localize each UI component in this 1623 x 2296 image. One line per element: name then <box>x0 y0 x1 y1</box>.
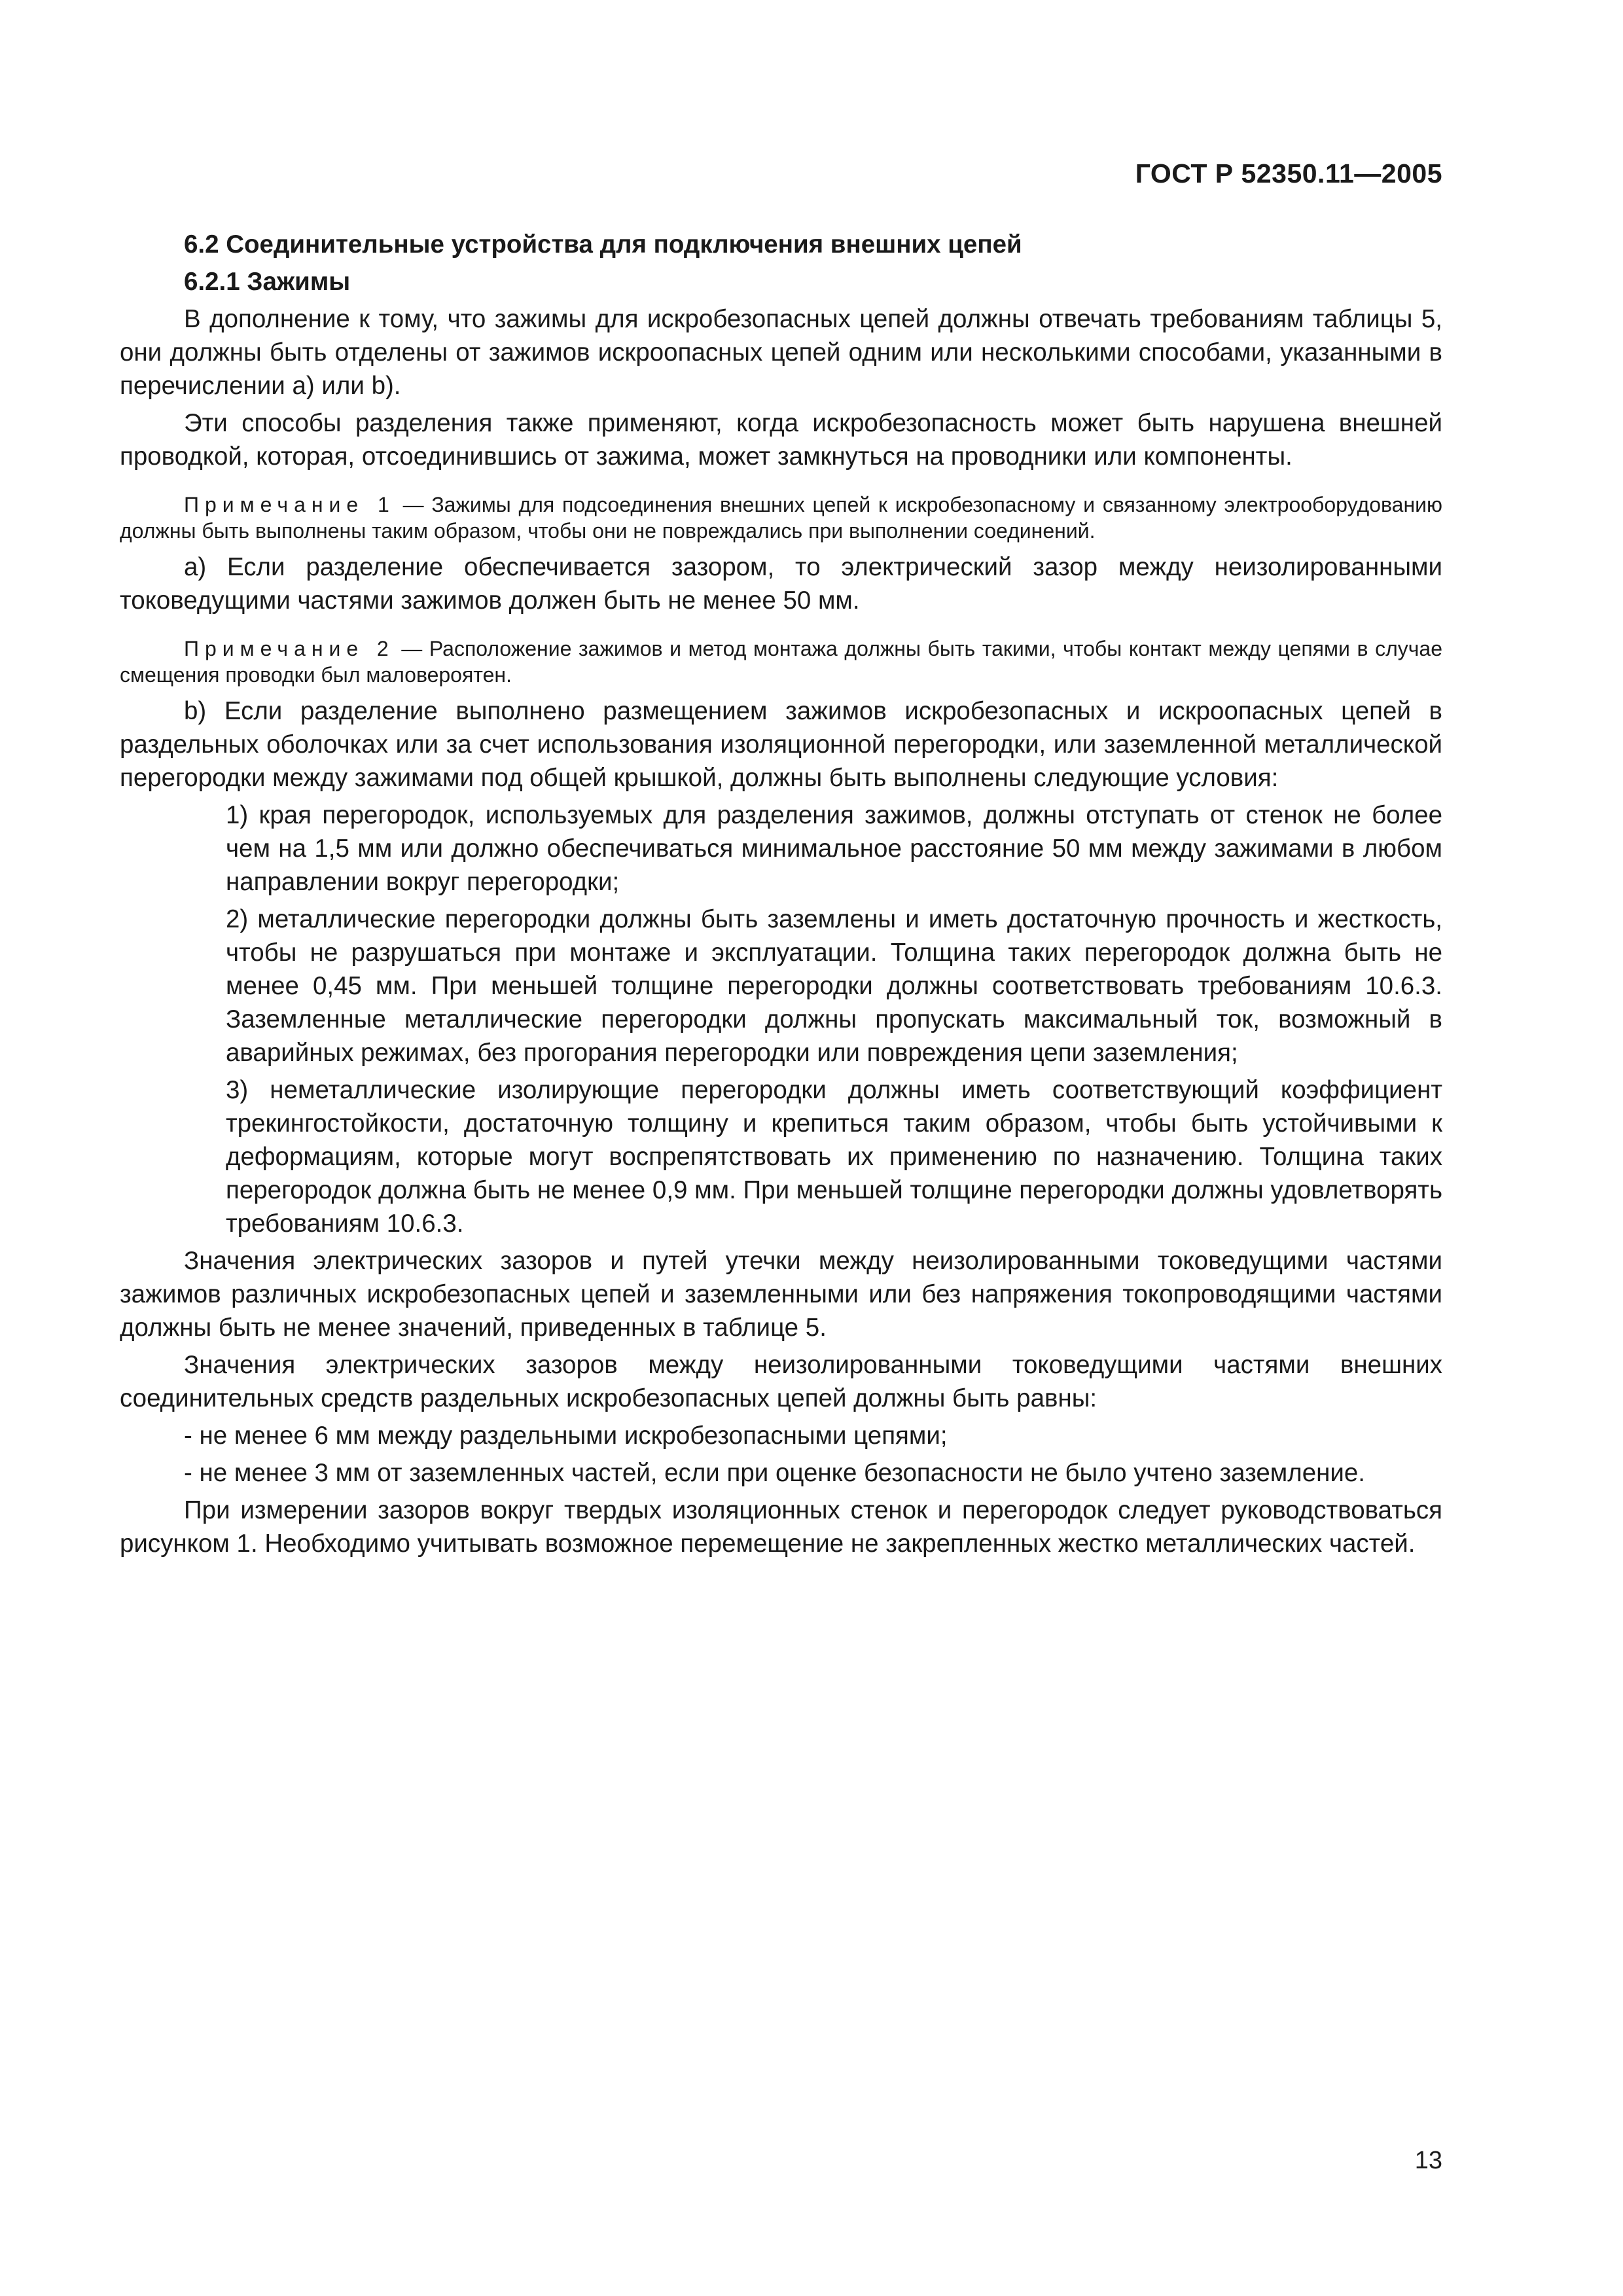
paragraph-2: Эти способы разделения также применяют, когда искробезопасность может быть нарушена внешней проводкой, которая, отсоединившись от зажима, может замкнуться на проводники или компоненты. <box>120 409 1442 471</box>
paragraph-5: При измерении зазоров вокруг твердых изоляционных стенок и перегородок следует руководствоваться рисунком 1. Необходимо учитывать возможное перемещение не закрепленных жестко металлических частей. <box>120 1496 1442 1558</box>
note-1-text: — Зажимы для подсоединения внешних цепей к искробезопасному и связанному электрооборудованию должны быть выполнены таким образом, чтобы они не повреждались при выполнении соединений. <box>120 493 1443 543</box>
sub-item-2: 2) металлические перегородки должны быть заземлены и иметь достаточную прочность и жесткость, чтобы не разрушаться при монтаже и эксплуатации. Толщина таких перегородок должна быть не менее 0,45 мм. При меньшей толщине перегородки должны соответствовать требованиям 10.6.3. Заземленные металлические перегородки должны пропускать максимальный ток, возможный в аварийных режимах, без прогорания перегородки или повреждения цепи заземления; <box>226 905 1442 1067</box>
page-content <box>120 228 1442 1564</box>
subsection-heading: 6.2.1 Зажимы <box>184 268 351 296</box>
list-item-b: b) Если разделение выполнено размещением зажимов искробезопасных и искроопасных цепей в раздельных оболочках или за счет использования изоляционной перегородки, или заземленной металлической перегородки между зажимами под общей крышкой, должны быть выполнены следующие условия: <box>120 697 1442 792</box>
dash-item-2: - не менее 3 мм от заземленных частей, если при оценке безопасности не было учтено заземление. <box>184 1459 1366 1487</box>
dash-item-1: - не менее 6 мм между раздельными искробезопасными цепями; <box>184 1422 948 1450</box>
paragraph-3: Значения электрических зазоров и путей утечки между неизолированными токоведущими частями зажимов различных искробезопасных цепей и заземленными или без напряжения токопроводящими частями должны быть не менее значений, приведенных в таблице 5. <box>120 1247 1442 1342</box>
note-2-text: — Расположение зажимов и метод монтажа должны быть такими, чтобы контакт между цепями в случае смещения проводки был маловероятен. <box>120 637 1443 687</box>
paragraph-1: В дополнение к тому, что зажимы для искробезопасных цепей должны отвечать требованиям таблицы 5, они должны быть отделены от зажимов искроопасных цепей одним или несколькими способами, указанными в перечислении а) или b). <box>120 305 1442 400</box>
note-2-label: Примечание 2 <box>184 637 395 660</box>
document-code-header: ГОСТ Р 52350.11—2005 <box>1135 158 1442 188</box>
sub-item-1: 1) края перегородок, используемых для разделения зажимов, должны отступать от стенок не более чем на 1,5 мм или должно обеспечиваться минимальное расстояние 50 мм между зажимами в любом направлении вокруг перегородки; <box>226 801 1442 896</box>
paragraph-4: Значения электрических зазоров между неизолированными токоведущими частями внешних соединительных средств раздельных искробезопасных цепей должны быть равны: <box>120 1351 1442 1412</box>
section-heading: 6.2 Соединительные устройства для подключения внешних цепей <box>184 230 1022 259</box>
list-item-a: а) Если разделение обеспечивается зазором, то электрический зазор между неизолированными токоведущими частями зажимов должен быть не менее 50 мм. <box>120 553 1442 615</box>
note-2 <box>120 636 1442 688</box>
note-1-label: Примечание 1 <box>184 493 395 516</box>
note-1 <box>120 492 1442 544</box>
page-number: 13 <box>1414 2147 1442 2174</box>
sub-item-3: 3) неметаллические изолирующие перегородки должны иметь соответствующий коэффициент трекингостойкости, достаточную толщину и крепиться таким образом, чтобы быть устойчивыми к деформациям, которые могут воспрепятствовать их применению по назначению. Толщина таких перегородок должна быть не менее 0,9 мм. При меньшей толщине перегородки должны удовлетворять требованиям 10.6.3. <box>226 1076 1442 1238</box>
